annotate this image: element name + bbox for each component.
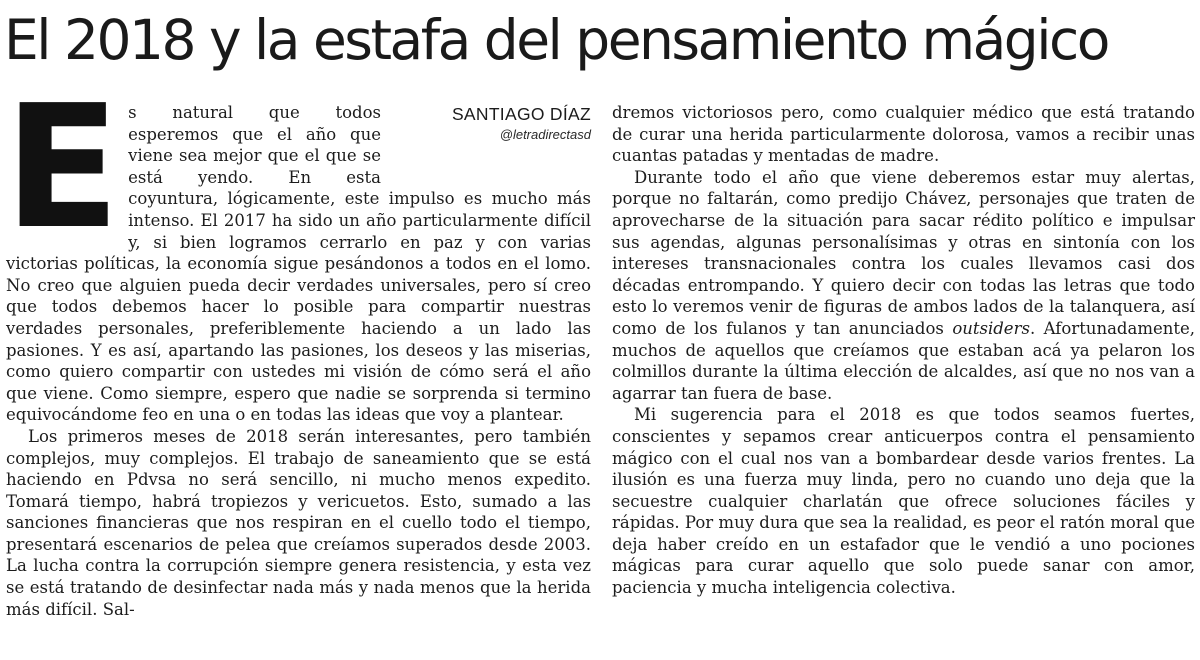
author-name: SANTIAGO DÍAZ (451, 104, 591, 124)
paragraph-3-text-b: . Afortunadamente, muchos de aquellos que creíamos que estaban acá ya pelaron los colmillos durante la última elección de alcaldes, así que no nos van a agarrar tan fuera de base. (612, 318, 1195, 403)
author-handle: @letradirectasd (499, 127, 591, 142)
paragraph-1-text: s natural que todos esperemos que el año que viene sea mejor que el que se está yendo. En esta coyuntura, lógicamente, este impulso es mucho más intenso. El 2017 ha sido un año particularmente difícil y, si bien logramos cerrarlo en paz y con varias victorias políticas, la economía sigue pesándonos a todos en el lomo. No creo que alguien pueda decir verdades universales, pero sí creo que todos debemos hacer lo posible para compartir nuestras verdades personales, preferiblemente haciendo a un lado las pasiones. Y es así, apartando las pasiones, los deseos y las miserias, como quiero compartir con ustedes mi visión de cómo será el año que viene. Como siempre, espero que nadie se sorprenda si termino equivocándome feo en una o en todas las ideas que voy a plantear. (6, 103, 591, 425)
right-column (612, 102, 1195, 599)
article-headline: El 2018 y la estafa del pensamiento mágico (4, 8, 1108, 72)
paragraph-3-italic: outsiders (952, 318, 1030, 338)
paragraph-3 (612, 167, 1195, 405)
paragraph-2-continuation: dremos victoriosos pero, como cualquier médico que está tratando de curar una herida particularmente dolorosa, vamos a recibir unas cuantas patadas y mentadas de madre. (612, 103, 1195, 166)
paragraph-4: Mi sugerencia para el 2018 es que todos seamos fuertes, conscientes y sepamos crear anticuerpos contra el pensamiento mágico con el cual nos van a bombardear desde varios frentes. La ilusión es una fuerza muy linda, pero no cuando uno deja que la secuestre cualquier charlatán que ofrece soluciones fáciles y rápidas. Por muy dura que sea la realidad, es peor el ratón moral que deja haber creído en un estafador que le vendió a uno pociones mágicas para curar aquello que solo puede sanar con amor, paciencia y mucha inteligencia colectiva. (612, 405, 1195, 598)
left-column (4, 69, 591, 620)
paragraph-3-text-a: Durante todo el año que viene deberemos estar muy alertas, porque no faltarán, como predijo Chávez, personajes que traten de aprovecharse de la situación para sacar rédito político e impulsar sus agendas, algunas personalísimas y otras en sintonía con los intereses transnacionales contra los cuales llevamos casi dos décadas entrompando. Y quiero decir con todas las letras que todo esto lo veremos venir de figuras de ambos lados de la talanquera, así como de los fulanos y tan anunciados (612, 167, 1195, 338)
drop-cap: E (4, 69, 121, 267)
paragraph-2: Los primeros meses de 2018 serán interesantes, pero también complejos, muy complejos. El trabajo de saneamiento que se está haciendo en Pdvsa no será sencillo, ni mucho menos expedito. Tomará tiempo, habrá tropiezos y vericuetos. Esto, sumado a las sanciones financieras que nos respiran en el cuello todo el tiempo, presentará escenarios de pelea que creíamos superados desde 2003. La lucha contra la corrupción siempre genera resistencia, y esta vez se está tratando de desinfectar nada más y nada menos que la herida más difícil. Sal- (6, 426, 591, 619)
byline (391, 102, 591, 174)
